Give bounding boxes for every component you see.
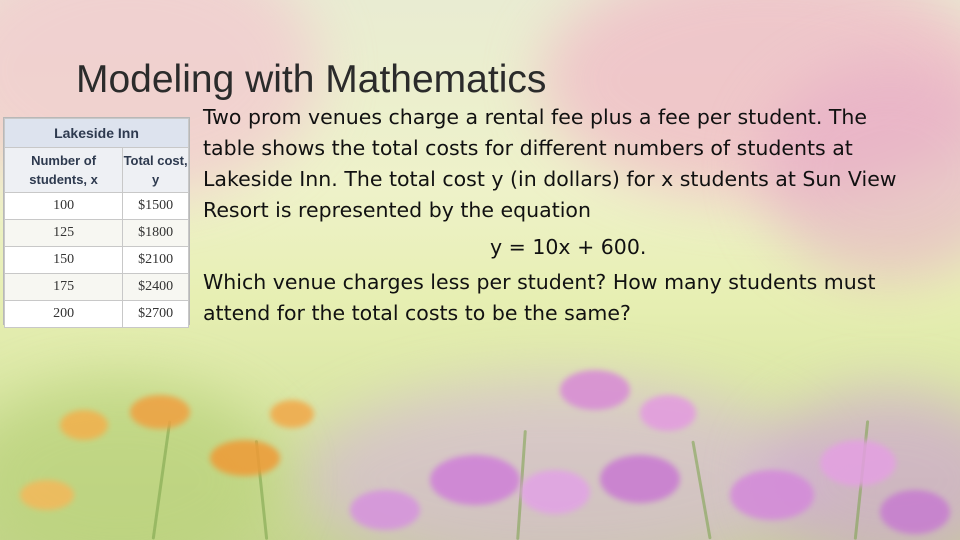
table-row — [5, 220, 189, 247]
table-row — [5, 301, 189, 328]
cost-cell: $2100 — [123, 247, 189, 274]
cost-cell: $1500 — [123, 193, 189, 220]
table-row — [5, 193, 189, 220]
students-cell: 200 — [5, 301, 123, 328]
table-row — [5, 274, 189, 301]
cost-cell: $2400 — [123, 274, 189, 301]
students-cell: 175 — [5, 274, 123, 301]
table-header-students: Number of students, x — [5, 148, 123, 193]
question-text: Which venue charges less per student? How many students must attend for the total costs to be the same? — [203, 270, 876, 325]
cost-cell: $1800 — [123, 220, 189, 247]
equation: y = 10x + 600. — [490, 235, 647, 259]
students-cell: 125 — [5, 220, 123, 247]
slide-title: Modeling with Mathematics — [76, 58, 547, 101]
table-row — [5, 247, 189, 274]
table-caption: Lakeside Inn — [5, 119, 189, 148]
cost-cell: $2700 — [123, 301, 189, 328]
students-cell: 150 — [5, 247, 123, 274]
students-cell: 100 — [5, 193, 123, 220]
problem-text: Two prom venues charge a rental fee plus a fee per student. The table shows the total costs for different numbers of students at Lakeside Inn. The total cost y (in dollars) for x students at Sun View Resort is represented by the equation — [203, 105, 897, 222]
problem-body — [203, 102, 903, 329]
table-header-cost: Total cost, y — [123, 148, 189, 193]
lakeside-inn-table — [3, 117, 190, 325]
